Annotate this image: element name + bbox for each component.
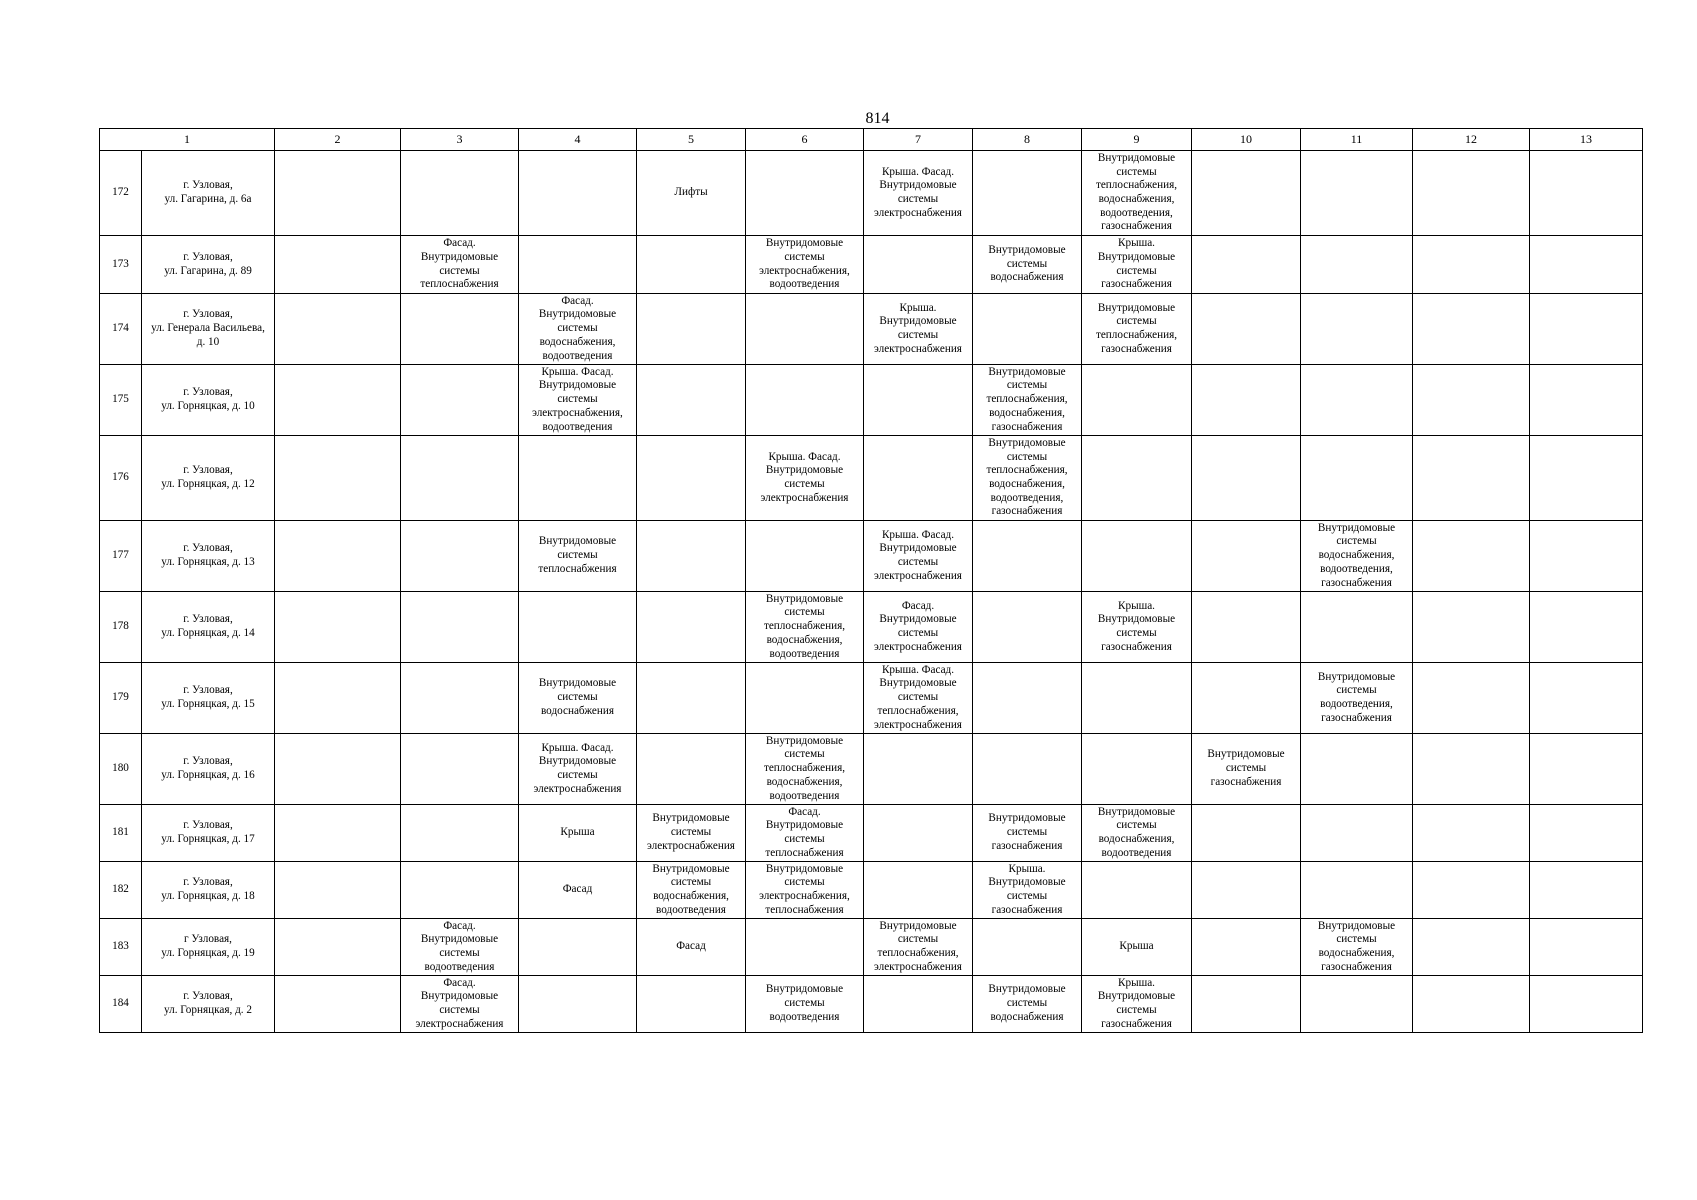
work-text: Фасад	[562, 883, 593, 896]
table-row	[100, 976, 1643, 1033]
work-cell	[864, 521, 973, 592]
work-cell	[1082, 521, 1192, 592]
work-text: Крыша. Внутридомовые системы газоснабжения	[988, 862, 1066, 916]
address-text: г. Узловая, ул. Гагарина, д. 89	[164, 250, 252, 277]
work-cell	[1082, 976, 1192, 1033]
work-cell	[746, 734, 864, 805]
work-cell	[973, 592, 1082, 663]
work-cell	[519, 862, 637, 919]
work-cell	[1530, 294, 1643, 365]
work-cell	[637, 365, 746, 436]
work-cell	[1192, 919, 1301, 976]
work-cell	[864, 236, 973, 294]
work-cell	[1192, 151, 1301, 236]
row-number: 174	[112, 322, 129, 335]
work-cell	[973, 862, 1082, 919]
table-row	[100, 919, 1643, 976]
work-cell	[1413, 294, 1530, 365]
work-cell	[1301, 663, 1413, 734]
work-text: Фасад. Внутридомовые системы водоснабжения, водоотведения	[538, 294, 617, 362]
row-number-cell	[100, 436, 142, 521]
work-cell	[1301, 592, 1413, 663]
row-number-cell	[100, 919, 142, 976]
work-cell	[401, 862, 519, 919]
row-number-cell	[100, 151, 142, 236]
row-number: 178	[112, 620, 129, 633]
work-cell	[275, 862, 401, 919]
address-text: г. Узловая, ул. Генерала Васильева, д. 10	[151, 308, 265, 348]
page-number: 814	[865, 110, 890, 127]
work-text: Крыша	[1119, 940, 1154, 953]
work-cell	[746, 919, 864, 976]
row-number-cell	[100, 734, 142, 805]
work-cell	[519, 734, 637, 805]
row-number-cell	[100, 236, 142, 294]
work-cell	[637, 592, 746, 663]
work-cell	[973, 365, 1082, 436]
address-cell	[142, 592, 275, 663]
work-text: Фасад. Внутридомовые системы водоотведения	[420, 919, 499, 973]
work-cell	[746, 236, 864, 294]
work-cell	[1192, 976, 1301, 1033]
address-text: г. Узловая, ул. Горняцкая, д. 13	[161, 542, 255, 568]
work-cell	[1301, 365, 1413, 436]
address-cell	[142, 805, 275, 862]
work-cell	[746, 805, 864, 862]
work-cell	[1413, 663, 1530, 734]
work-text: Крыша. Фасад. Внутридомовые системы электроснабжения	[533, 741, 622, 795]
row-number: 182	[112, 883, 129, 896]
row-number-cell	[100, 976, 142, 1033]
table-row	[100, 365, 1643, 436]
work-cell	[637, 805, 746, 862]
work-cell	[1082, 862, 1192, 919]
work-text: Внутридомовые системы теплоснабжения, электроснабжения	[874, 919, 962, 973]
work-cell	[401, 919, 519, 976]
column-number-cell: 10	[1192, 129, 1301, 151]
row-number: 179	[112, 691, 129, 704]
address-text: г. Узловая, ул. Горняцкая, д. 15	[161, 684, 255, 710]
column-number-cell: 6	[746, 129, 864, 151]
row-number-cell	[100, 294, 142, 365]
work-cell	[973, 805, 1082, 862]
work-cell	[864, 734, 973, 805]
work-cell	[519, 592, 637, 663]
address-cell	[142, 976, 275, 1033]
work-text: Внутридомовые системы водоснабжения	[988, 983, 1066, 1023]
work-cell	[401, 236, 519, 294]
column-number-cell: 11	[1301, 129, 1413, 151]
work-cell	[746, 436, 864, 521]
work-text: Фасад. Внутридомовые системы теплоснабжения	[765, 805, 844, 859]
work-text: Внутридомовые системы теплоснабжения	[538, 535, 617, 575]
work-cell	[973, 976, 1082, 1033]
work-cell	[1192, 294, 1301, 365]
work-cell	[1530, 236, 1643, 294]
address-cell	[142, 236, 275, 294]
work-cell	[1530, 862, 1643, 919]
work-cell	[746, 365, 864, 436]
address-text: г. Узловая, ул. Горняцкая, д. 2	[164, 990, 252, 1016]
work-text: Фасад	[676, 940, 706, 953]
work-text: Фасад. Внутридомовые системы электроснабжения	[874, 599, 962, 653]
work-text: Внутридомовые системы теплоснабжения, водоснабжения, водоотведения, газоснабжения	[986, 436, 1068, 518]
work-cell	[973, 294, 1082, 365]
column-number-cell: 3	[401, 129, 519, 151]
work-cell	[746, 663, 864, 734]
work-cell	[1530, 521, 1643, 592]
work-cell	[1192, 734, 1301, 805]
work-cell	[275, 592, 401, 663]
work-text: Крыша. Фасад. Внутридомовые системы теплоснабжения, электроснабжения	[874, 663, 962, 731]
work-cell	[1301, 294, 1413, 365]
work-cell	[519, 521, 637, 592]
work-cell	[1082, 236, 1192, 294]
work-cell	[1413, 521, 1530, 592]
work-cell	[864, 805, 973, 862]
work-cell	[275, 365, 401, 436]
row-number-cell	[100, 805, 142, 862]
address-cell	[142, 663, 275, 734]
work-cell	[973, 436, 1082, 521]
work-cell	[1192, 805, 1301, 862]
address-cell	[142, 365, 275, 436]
work-cell	[973, 151, 1082, 236]
column-number-cell: 7	[864, 129, 973, 151]
table-row	[100, 805, 1643, 862]
work-cell	[1082, 663, 1192, 734]
work-text: Фасад. Внутридомовые системы теплоснабжения	[420, 237, 499, 291]
work-text: Внутридомовые системы водоснабжения, водоотведения	[1097, 805, 1176, 859]
work-cell	[746, 294, 864, 365]
work-text: Внутридомовые системы электроснабжения, теплоснабжения	[759, 862, 850, 916]
row-number-cell	[100, 663, 142, 734]
work-cell	[1301, 919, 1413, 976]
row-number: 181	[112, 826, 129, 839]
work-cell	[275, 805, 401, 862]
column-number-cell: 4	[519, 129, 637, 151]
table-row	[100, 592, 1643, 663]
work-text: Крыша. Внутридомовые системы газоснабжения	[1097, 976, 1176, 1030]
work-cell	[746, 862, 864, 919]
work-cell	[864, 862, 973, 919]
work-text: Внутридомовые системы водоотведения, газоснабжения	[1317, 670, 1396, 724]
table-row	[100, 734, 1643, 805]
work-cell	[401, 294, 519, 365]
work-text: Внутридомовые системы теплоснабжения, водоснабжения, водоотведения	[763, 592, 846, 660]
work-cell	[637, 294, 746, 365]
column-number-cell: 1	[100, 129, 275, 151]
row-number-cell	[100, 365, 142, 436]
work-cell	[1530, 436, 1643, 521]
work-cell	[637, 151, 746, 236]
work-text: Внутридомовые системы теплоснабжения, газоснабжения	[1095, 301, 1178, 355]
work-cell	[1530, 592, 1643, 663]
work-cell	[1413, 976, 1530, 1033]
work-cell	[1301, 805, 1413, 862]
work-cell	[519, 436, 637, 521]
work-text: Внутридомовые системы газоснабжения	[988, 812, 1066, 852]
work-cell	[401, 436, 519, 521]
work-cell	[746, 521, 864, 592]
work-cell	[637, 976, 746, 1033]
work-cell	[1192, 365, 1301, 436]
work-cell	[401, 805, 519, 862]
work-cell	[637, 521, 746, 592]
address-text: г. Узловая, ул. Горняцкая, д. 10	[161, 386, 255, 412]
table-row	[100, 521, 1643, 592]
row-number: 180	[112, 762, 129, 775]
work-cell	[275, 663, 401, 734]
work-cell	[401, 592, 519, 663]
address-cell	[142, 151, 275, 236]
work-cell	[1413, 151, 1530, 236]
work-cell	[275, 294, 401, 365]
address-cell	[142, 734, 275, 805]
work-cell	[864, 436, 973, 521]
work-cell	[1530, 734, 1643, 805]
work-cell	[1413, 734, 1530, 805]
work-cell	[864, 592, 973, 663]
work-cell	[864, 151, 973, 236]
column-number-cell: 13	[1530, 129, 1643, 151]
work-text: Внутридомовые системы водоснабжения	[988, 243, 1066, 284]
work-cell	[1530, 365, 1643, 436]
work-cell	[1192, 236, 1301, 294]
table-row	[100, 151, 1643, 236]
work-cell	[746, 976, 864, 1033]
work-cell	[1413, 365, 1530, 436]
work-cell	[973, 734, 1082, 805]
work-cell	[1082, 294, 1192, 365]
work-cell	[1530, 976, 1643, 1033]
row-number: 172	[112, 186, 129, 199]
work-text: Внутридомовые системы водоснабжения	[538, 677, 617, 717]
work-cell	[1301, 976, 1413, 1033]
work-cell	[637, 436, 746, 521]
work-cell	[1192, 521, 1301, 592]
work-cell	[519, 663, 637, 734]
work-cell	[1301, 436, 1413, 521]
column-number-cell: 2	[275, 129, 401, 151]
work-cell	[275, 976, 401, 1033]
work-cell	[746, 151, 864, 236]
work-cell	[864, 365, 973, 436]
row-number: 184	[112, 997, 129, 1010]
work-cell	[1082, 919, 1192, 976]
work-cell	[519, 294, 637, 365]
work-cell	[1082, 805, 1192, 862]
work-cell	[1301, 734, 1413, 805]
work-cell	[1192, 592, 1301, 663]
row-number-cell	[100, 521, 142, 592]
work-text: Внутридомовые системы теплоснабжения, водоснабжения, водоотведения, газоснабжения	[1095, 151, 1178, 233]
work-cell	[1301, 151, 1413, 236]
column-number-cell: 12	[1413, 129, 1530, 151]
work-cell	[1082, 151, 1192, 236]
work-cell	[637, 663, 746, 734]
work-cell	[1301, 862, 1413, 919]
work-cell	[519, 151, 637, 236]
row-number: 183	[112, 940, 129, 953]
address-text: г. Узловая, ул. Горняцкая, д. 12	[161, 464, 255, 490]
work-text: Крыша. Фасад. Внутридомовые системы электроснабжения, водоотведения	[532, 365, 623, 433]
work-cell	[1192, 663, 1301, 734]
work-text: Внутридомовые системы газоснабжения	[1207, 748, 1285, 788]
address-text: г. Узловая, ул. Горняцкая, д. 16	[161, 755, 255, 781]
work-cell	[275, 236, 401, 294]
work-cell	[1082, 592, 1192, 663]
work-cell	[864, 919, 973, 976]
work-cell	[864, 663, 973, 734]
work-cell	[401, 734, 519, 805]
work-text: Внутридомовые системы водоотведения	[765, 983, 844, 1023]
work-cell	[1530, 805, 1643, 862]
work-cell	[973, 663, 1082, 734]
work-cell	[637, 919, 746, 976]
work-text: Внутридомовые системы электроснабжения, водоотведения	[759, 237, 850, 291]
work-cell	[637, 236, 746, 294]
work-cell	[401, 521, 519, 592]
address-cell	[142, 862, 275, 919]
work-cell	[1192, 436, 1301, 521]
column-number-row	[100, 129, 1643, 151]
column-number-cell: 8	[973, 129, 1082, 151]
work-cell	[1301, 521, 1413, 592]
work-cell	[1530, 663, 1643, 734]
work-cell	[864, 294, 973, 365]
work-cell	[275, 436, 401, 521]
work-cell	[1413, 862, 1530, 919]
work-cell	[1192, 862, 1301, 919]
work-cell	[864, 976, 973, 1033]
work-cell	[1413, 805, 1530, 862]
table-row	[100, 436, 1643, 521]
address-cell	[142, 521, 275, 592]
column-number-cell: 5	[637, 129, 746, 151]
address-text: г. Узловая, ул. Горняцкая, д. 17	[161, 819, 255, 845]
address-text: г. Узловая, ул. Гагарина, д. 6а	[164, 179, 252, 205]
address-text: г Узловая, ул. Горняцкая, д. 19	[161, 933, 255, 959]
work-cell	[519, 805, 637, 862]
address-text: г. Узловая, ул. Горняцкая, д. 18	[161, 876, 255, 902]
work-text: Крыша. Внутридомовые системы газоснабжения	[1097, 237, 1176, 291]
work-cell	[973, 236, 1082, 294]
work-cell	[401, 976, 519, 1033]
table-row	[100, 294, 1643, 365]
work-cell	[401, 663, 519, 734]
table-body	[100, 129, 1643, 1033]
work-cell	[637, 862, 746, 919]
work-text: Крыша. Фасад. Внутридомовые системы электроснабжения	[874, 528, 962, 582]
work-cell	[1082, 365, 1192, 436]
table-row	[100, 236, 1643, 294]
work-cell	[1413, 592, 1530, 663]
work-text: Крыша	[560, 826, 595, 839]
work-cell	[519, 236, 637, 294]
work-text: Внутридомовые системы водоснабжения, водоотведения, газоснабжения	[1317, 521, 1396, 589]
address-cell	[142, 294, 275, 365]
work-cell	[1530, 919, 1643, 976]
work-cell	[275, 919, 401, 976]
work-text: Внутридомовые системы теплоснабжения, водоснабжения, газоснабжения	[986, 365, 1068, 433]
work-text: Крыша. Внутридомовые системы газоснабжения	[1097, 599, 1176, 653]
work-text: Лифты	[674, 186, 708, 199]
row-number: 176	[112, 471, 129, 484]
work-text: Внутридомовые системы водоснабжения, газоснабжения	[1317, 919, 1396, 973]
work-cell	[973, 919, 1082, 976]
work-cell	[519, 365, 637, 436]
work-text: Внутридомовые системы электроснабжения	[647, 812, 735, 852]
row-number: 173	[112, 257, 129, 270]
table-row	[100, 663, 1643, 734]
work-text: Внутридомовые системы водоснабжения, водоотведения	[652, 862, 730, 916]
work-cell	[1082, 734, 1192, 805]
work-text: Внутридомовые системы теплоснабжения, водоснабжения, водоотведения	[763, 734, 846, 802]
work-cell	[1413, 236, 1530, 294]
work-cell	[275, 734, 401, 805]
work-cell	[1413, 436, 1530, 521]
table-row	[100, 862, 1643, 919]
row-number-cell	[100, 862, 142, 919]
address-text: г. Узловая, ул. Горняцкая, д. 14	[161, 613, 255, 639]
work-cell	[275, 151, 401, 236]
work-text: Фасад. Внутридомовые системы электроснабжения	[415, 976, 504, 1030]
row-number: 175	[112, 393, 129, 406]
work-cell	[746, 592, 864, 663]
work-cell	[401, 365, 519, 436]
work-cell	[1413, 919, 1530, 976]
row-number-cell	[100, 592, 142, 663]
work-text: Крыша. Фасад. Внутридомовые системы электроснабжения	[760, 450, 849, 504]
work-cell	[1082, 436, 1192, 521]
work-cell	[637, 734, 746, 805]
work-cell	[519, 919, 637, 976]
work-text: Крыша. Фасад. Внутридомовые системы электроснабжения	[874, 165, 962, 219]
address-cell	[142, 919, 275, 976]
work-cell	[1530, 151, 1643, 236]
row-number: 177	[112, 549, 129, 562]
work-text: Крыша. Внутридомовые системы электроснабжения	[874, 301, 962, 355]
repair-schedule-table	[99, 128, 1643, 1033]
work-cell	[275, 521, 401, 592]
address-cell	[142, 436, 275, 521]
work-cell	[973, 521, 1082, 592]
work-cell	[401, 151, 519, 236]
work-cell	[1301, 236, 1413, 294]
work-cell	[519, 976, 637, 1033]
column-number-cell: 9	[1082, 129, 1192, 151]
